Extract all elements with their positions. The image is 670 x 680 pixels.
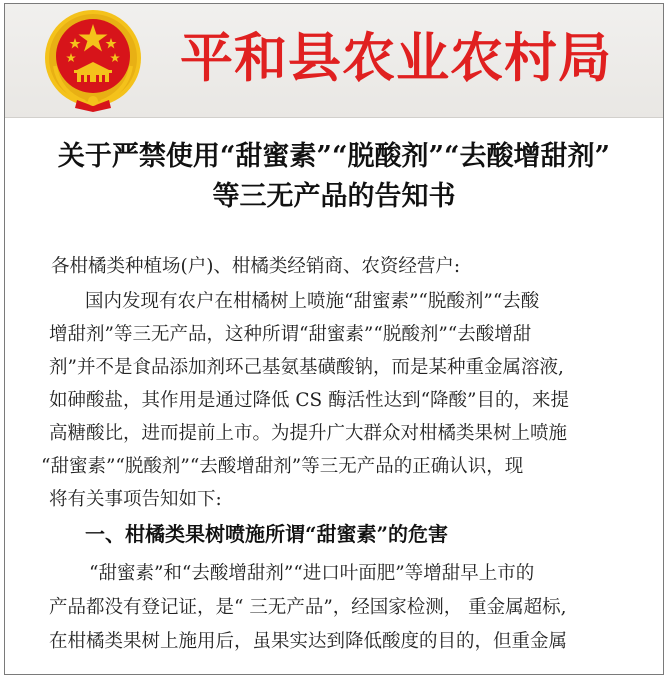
national-emblem-icon (41, 8, 145, 112)
salutation: 各柑橘类种植场(户)、柑橘类经销商、农资经营户: (51, 256, 461, 277)
section-line: 在柑橘类果树上施用后，虽果实达到降低酸度的目的，但重金属 (49, 631, 568, 652)
section-line: 产品都没有登记证，是“ 三无产品”，经国家检测， 重金属超标, (49, 597, 567, 618)
section-heading: 一、柑橘类果树喷施所谓“甜蜜素”的危害 (85, 522, 449, 546)
header-banner (5, 4, 663, 118)
intro-line: 国内发现有农户在柑橘树上喷施“甜蜜素”“脱酸剂”“去酸 (85, 291, 540, 312)
notice-document (4, 3, 664, 675)
intro-line: 高糖酸比，进而提前上市。为提升广大群众对柑橘类果树上喷施 (49, 423, 568, 444)
intro-line: “甜蜜素”“脱酸剂”“去酸增甜剂”等三无产品的正确认识，现 (41, 456, 524, 477)
intro-line: 增甜剂”等三无产品，这种所谓“甜蜜素”“脱酸剂”“去酸增甜 (49, 324, 532, 345)
section-line: “甜蜜素”和“去酸增甜剂”“进口叶面肥”等增甜早上市的 (89, 563, 535, 584)
intro-line: 将有关事项告知如下: (49, 489, 222, 510)
notice-title-line-1: 关于严禁使用“甜蜜素”“脱酸剂”“去酸增甜剂” (57, 141, 611, 172)
agency-name: 平和县农业农村局 (180, 28, 612, 89)
notice-title-line-2: 等三无产品的告知书 (212, 181, 456, 212)
intro-line: 剂”并不是食品添加剂环己基氨基磺酸钠，而是某种重金属溶液, (49, 357, 564, 378)
intro-line: 如砷酸盐，其作用是通过降低 CS 酶活性达到“降酸”目的，来提 (49, 390, 570, 411)
